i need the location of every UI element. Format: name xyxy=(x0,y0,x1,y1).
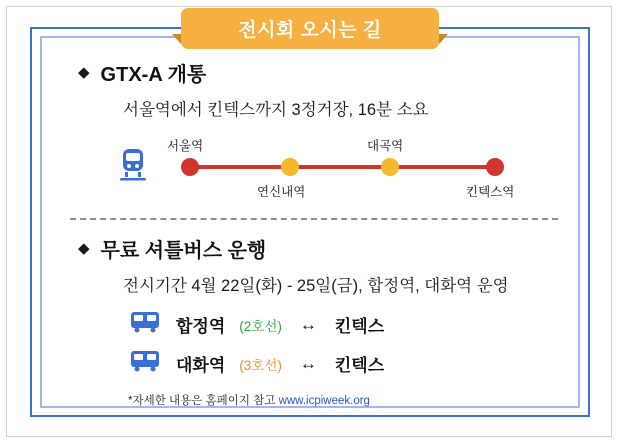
gtx-rail-line xyxy=(185,165,495,169)
section-shuttle-title: 무료 셔틀버스 운행 xyxy=(100,240,267,262)
shuttle-route-row xyxy=(128,349,560,378)
station-label-kintex: 킨텍스역 xyxy=(466,185,515,199)
ribbon-tail-right xyxy=(439,34,448,44)
bidirectional-arrow-icon: ↔ xyxy=(299,314,317,334)
shuttle-origin-label: 대화역 xyxy=(176,356,226,375)
section-gtx-heading xyxy=(78,58,560,87)
page-title: 전시회 오시는 길 xyxy=(238,20,382,41)
section-divider xyxy=(70,218,558,220)
station-marker-daegok xyxy=(381,158,399,176)
footnote xyxy=(128,392,560,408)
station-label-yeonsinnae: 연신내역 xyxy=(257,185,306,199)
homepage-link[interactable]: www.icpiweek.org xyxy=(278,395,370,407)
train-icon xyxy=(118,148,148,187)
shuttle-line-label: (2호선) xyxy=(239,318,282,334)
station-marker-kintex xyxy=(486,158,504,176)
shuttle-route-row xyxy=(128,310,560,339)
shuttle-destination-label: 킨텍스 xyxy=(334,317,385,336)
content-area xyxy=(60,58,560,408)
title-banner xyxy=(181,8,439,49)
ribbon-tail-left xyxy=(172,34,181,44)
bidirectional-arrow-icon: ↔ xyxy=(299,353,317,373)
gtx-line-diagram xyxy=(110,136,540,204)
section-shuttle-heading xyxy=(78,234,560,263)
shuttle-route-list xyxy=(128,310,560,378)
diamond-bullet-icon: ◆ xyxy=(78,64,90,81)
bus-icon xyxy=(128,310,162,339)
bus-icon xyxy=(128,349,162,378)
station-marker-yeonsinnae xyxy=(281,158,299,176)
shuttle-origin-label: 합정역 xyxy=(176,317,226,336)
section-shuttle-subtext: 전시기간 4월 22일(화) - 25일(금), 합정역, 대화역 운영 xyxy=(123,277,509,295)
section-gtx-subtext: 서울역에서 킨텍스까지 3정거장, 16분 소요 xyxy=(123,101,429,119)
station-label-seoul: 서울역 xyxy=(167,139,204,153)
station-label-daegok: 대곡역 xyxy=(367,139,404,153)
shuttle-line-label: (3호선) xyxy=(239,357,282,373)
shuttle-destination-label: 킨텍스 xyxy=(334,356,385,375)
section-gtx-title: GTX-A 개통 xyxy=(100,64,207,86)
footnote-text: *자세한 내용은 홈페이지 참고 xyxy=(128,395,279,407)
station-marker-seoul xyxy=(181,158,199,176)
diamond-bullet-icon: ◆ xyxy=(78,240,90,257)
